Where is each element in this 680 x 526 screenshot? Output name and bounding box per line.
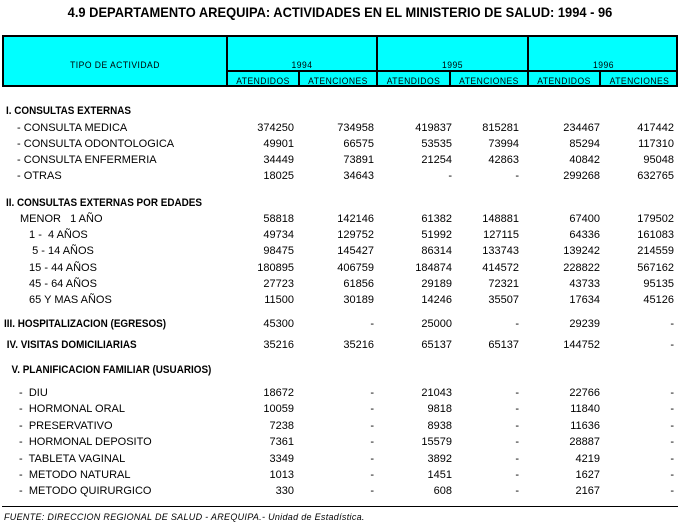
table-row bbox=[0, 122, 680, 138]
cell-value: - bbox=[670, 403, 674, 415]
cell-value: 8938 bbox=[427, 420, 452, 432]
cell-value: 1451 bbox=[427, 469, 452, 481]
cell-value: 145427 bbox=[337, 245, 374, 257]
cell-value: 67400 bbox=[569, 213, 600, 225]
cell-value: - bbox=[515, 387, 519, 399]
cell-value: - bbox=[448, 170, 452, 182]
cell-value: - bbox=[515, 170, 519, 182]
header-divider bbox=[298, 71, 300, 87]
cell-value: - bbox=[370, 436, 374, 448]
cell-value: 133743 bbox=[482, 245, 519, 257]
row-label: - DIU bbox=[16, 387, 48, 399]
table-row bbox=[0, 229, 680, 245]
header-atendidos-1995: ATENDIDOS bbox=[386, 76, 441, 86]
cell-value: 73891 bbox=[343, 154, 374, 166]
table-row bbox=[0, 387, 680, 403]
cell-value: 34449 bbox=[263, 154, 294, 166]
page-title: 4.9 DEPARTAMENTO AREQUIPA: ACTIVIDADES EN EL MINISTERIO DE SALUD: 1994 - 96 bbox=[67, 4, 613, 20]
row-label: 65 Y MAS AÑOS bbox=[26, 294, 112, 306]
cell-value: - bbox=[370, 469, 374, 481]
table-row bbox=[0, 138, 680, 154]
cell-value: - bbox=[670, 485, 674, 497]
cell-value: 15579 bbox=[421, 436, 452, 448]
cell-value: - bbox=[670, 318, 674, 330]
cell-value: 95048 bbox=[643, 154, 674, 166]
cell-value: 65137 bbox=[488, 339, 519, 351]
section-row bbox=[0, 339, 680, 355]
cell-value: - bbox=[515, 318, 519, 330]
header-year-1996: 1996 bbox=[593, 60, 614, 70]
cell-value: 139242 bbox=[563, 245, 600, 257]
row-label: - METODO QUIRURGICO bbox=[16, 485, 152, 497]
cell-value: 95135 bbox=[643, 278, 674, 290]
cell-value: 2167 bbox=[575, 485, 600, 497]
table-row bbox=[0, 170, 680, 186]
cell-value: - bbox=[670, 420, 674, 432]
cell-value: - bbox=[370, 387, 374, 399]
cell-value: 53535 bbox=[421, 138, 452, 150]
cell-value: 10059 bbox=[263, 403, 294, 415]
section-row bbox=[0, 197, 680, 213]
cell-value: 406759 bbox=[337, 262, 374, 274]
cell-value: 117310 bbox=[638, 138, 674, 150]
cell-value: 184874 bbox=[415, 262, 452, 274]
cell-value: 3892 bbox=[427, 453, 452, 465]
cell-value: 98475 bbox=[263, 245, 294, 257]
cell-value: 161083 bbox=[637, 229, 674, 241]
section-heading: I. CONSULTAS EXTERNAS bbox=[6, 105, 132, 117]
table-row bbox=[0, 262, 680, 278]
row-label: 5 - 14 AÑOS bbox=[26, 245, 94, 257]
cell-value: - bbox=[515, 420, 519, 432]
cell-value: 42863 bbox=[488, 154, 519, 166]
cell-value: - bbox=[370, 420, 374, 432]
cell-value: 127115 bbox=[483, 229, 519, 241]
cell-value: 9818 bbox=[427, 403, 452, 415]
cell-value: 66575 bbox=[343, 138, 374, 150]
row-label: - CONSULTA MEDICA bbox=[14, 122, 128, 134]
cell-value: 64336 bbox=[569, 229, 600, 241]
cell-value: 58818 bbox=[263, 213, 294, 225]
cell-value: 14246 bbox=[421, 294, 452, 306]
cell-value: 3349 bbox=[269, 453, 294, 465]
cell-value: - bbox=[670, 436, 674, 448]
cell-value: 129752 bbox=[337, 229, 374, 241]
table-row bbox=[0, 469, 680, 485]
cell-value: 45126 bbox=[643, 294, 674, 306]
header-atendidos-1996: ATENDIDOS bbox=[537, 76, 591, 86]
header-atenciones-1994: ATENCIONES bbox=[308, 76, 368, 86]
table-row bbox=[0, 453, 680, 469]
source-note: FUENTE: DIRECCION REGIONAL DE SALUD - AREQUIPA.- Unidad de Estadística. bbox=[4, 512, 365, 522]
cell-value: 61382 bbox=[421, 213, 452, 225]
cell-value: 35216 bbox=[343, 339, 374, 351]
cell-value: 25000 bbox=[421, 318, 452, 330]
cell-value: 34643 bbox=[343, 170, 374, 182]
header-atenciones-1996: ATENCIONES bbox=[609, 76, 670, 86]
cell-value: 417442 bbox=[637, 122, 674, 134]
cell-value: - bbox=[670, 469, 674, 481]
table-row bbox=[0, 294, 680, 310]
cell-value: - bbox=[515, 485, 519, 497]
cell-value: - bbox=[670, 339, 674, 351]
cell-value: 21254 bbox=[421, 154, 452, 166]
section-heading: IV. VISITAS DOMICILIARIAS bbox=[4, 339, 137, 351]
cell-value: 374250 bbox=[257, 122, 294, 134]
cell-value: - bbox=[515, 403, 519, 415]
row-label: - CONSULTA ENFERMERIA bbox=[14, 154, 157, 166]
cell-value: - bbox=[515, 453, 519, 465]
cell-value: 73994 bbox=[488, 138, 519, 150]
cell-value: 299268 bbox=[563, 170, 600, 182]
row-label: - CONSULTA ODONTOLOGICA bbox=[14, 138, 175, 150]
cell-value: 51992 bbox=[421, 229, 452, 241]
cell-value: 86314 bbox=[421, 245, 452, 257]
section-heading: II. CONSULTAS EXTERNAS POR EDADES bbox=[6, 197, 203, 209]
cell-value: 49901 bbox=[263, 138, 294, 150]
cell-value: 11840 bbox=[570, 403, 600, 415]
row-label: 15 - 44 AÑOS bbox=[26, 262, 97, 274]
cell-value: 632765 bbox=[637, 170, 674, 182]
cell-value: 43733 bbox=[569, 278, 600, 290]
cell-value: 7238 bbox=[269, 420, 294, 432]
cell-value: 11636 bbox=[570, 420, 600, 432]
cell-value: 214559 bbox=[637, 245, 674, 257]
cell-value: 29189 bbox=[421, 278, 452, 290]
cell-value: 1627 bbox=[575, 469, 600, 481]
table-row bbox=[0, 213, 680, 229]
cell-value: 21043 bbox=[421, 387, 452, 399]
section-heading: III. HOSPITALIZACION (EGRESOS) bbox=[4, 318, 167, 330]
cell-value: - bbox=[370, 318, 374, 330]
row-label: - HORMONAL DEPOSITO bbox=[16, 436, 152, 448]
table-row bbox=[0, 278, 680, 294]
cell-value: 148881 bbox=[482, 213, 519, 225]
footer-divider bbox=[2, 506, 678, 507]
row-label: - METODO NATURAL bbox=[16, 469, 131, 481]
cell-value: 30189 bbox=[343, 294, 374, 306]
cell-value: 22766 bbox=[569, 387, 600, 399]
header-atendidos-1994: ATENDIDOS bbox=[236, 76, 290, 86]
cell-value: 414572 bbox=[482, 262, 519, 274]
cell-value: 29239 bbox=[569, 318, 600, 330]
cell-value: 734958 bbox=[337, 122, 374, 134]
cell-value: 567162 bbox=[637, 262, 674, 274]
section-heading: V. PLANIFICACION FAMILIAR (USUARIOS) bbox=[6, 364, 212, 376]
section-row bbox=[0, 318, 680, 334]
row-label: MENOR 1 AÑO bbox=[20, 213, 103, 225]
header-divider bbox=[449, 71, 451, 87]
cell-value: 228822 bbox=[563, 262, 600, 274]
cell-value: - bbox=[370, 403, 374, 415]
table-row bbox=[0, 403, 680, 419]
header-atenciones-1995: ATENCIONES bbox=[459, 76, 519, 86]
header-year-1994: 1994 bbox=[291, 60, 313, 70]
cell-value: 1013 bbox=[269, 469, 294, 481]
row-label: 45 - 64 AÑOS bbox=[26, 278, 97, 290]
cell-value: 72321 bbox=[488, 278, 519, 290]
cell-value: 18672 bbox=[263, 387, 294, 399]
cell-value: 608 bbox=[433, 485, 452, 497]
cell-value: 142146 bbox=[337, 213, 374, 225]
cell-value: 35216 bbox=[263, 339, 294, 351]
section-row bbox=[0, 364, 680, 380]
cell-value: 65137 bbox=[421, 339, 452, 351]
row-label: 1 - 4 AÑOS bbox=[26, 229, 88, 241]
header-year-1995: 1995 bbox=[442, 60, 463, 70]
header-divider bbox=[599, 71, 601, 87]
cell-value: 144752 bbox=[563, 339, 600, 351]
cell-value: 4219 bbox=[575, 453, 600, 465]
cell-value: - bbox=[670, 453, 674, 465]
cell-value: 179502 bbox=[637, 213, 674, 225]
row-label: - OTRAS bbox=[14, 170, 62, 182]
cell-value: - bbox=[370, 453, 374, 465]
cell-value: - bbox=[515, 469, 519, 481]
table-row bbox=[0, 436, 680, 452]
header-divider bbox=[226, 35, 228, 87]
cell-value: 419837 bbox=[415, 122, 452, 134]
cell-value: 40842 bbox=[569, 154, 600, 166]
cell-value: 61856 bbox=[343, 278, 374, 290]
cell-value: - bbox=[670, 387, 674, 399]
row-label: - PRESERVATIVO bbox=[16, 420, 113, 432]
cell-value: 28887 bbox=[569, 436, 600, 448]
cell-value: 815281 bbox=[482, 122, 519, 134]
cell-value: 234467 bbox=[563, 122, 600, 134]
row-label: - HORMONAL ORAL bbox=[16, 403, 125, 415]
cell-value: - bbox=[370, 485, 374, 497]
header-tipo-actividad: TIPO DE ACTIVIDAD bbox=[70, 60, 160, 70]
section-row bbox=[0, 105, 680, 121]
header-divider bbox=[527, 35, 529, 87]
cell-value: 35507 bbox=[488, 294, 519, 306]
header-divider bbox=[226, 70, 678, 72]
cell-value: 27723 bbox=[263, 278, 294, 290]
table-row bbox=[0, 245, 680, 261]
table-row bbox=[0, 485, 680, 501]
row-label: - TABLETA VAGINAL bbox=[16, 453, 126, 465]
cell-value: 180895 bbox=[257, 262, 294, 274]
header-divider bbox=[376, 35, 378, 87]
cell-value: 11500 bbox=[264, 294, 294, 306]
cell-value: 18025 bbox=[263, 170, 294, 182]
cell-value: - bbox=[515, 436, 519, 448]
cell-value: 49734 bbox=[263, 229, 294, 241]
cell-value: 85294 bbox=[569, 138, 600, 150]
cell-value: 17634 bbox=[569, 294, 600, 306]
cell-value: 330 bbox=[275, 485, 294, 497]
cell-value: 45300 bbox=[263, 318, 294, 330]
table-row bbox=[0, 154, 680, 170]
table-row bbox=[0, 420, 680, 436]
cell-value: 7361 bbox=[269, 436, 294, 448]
